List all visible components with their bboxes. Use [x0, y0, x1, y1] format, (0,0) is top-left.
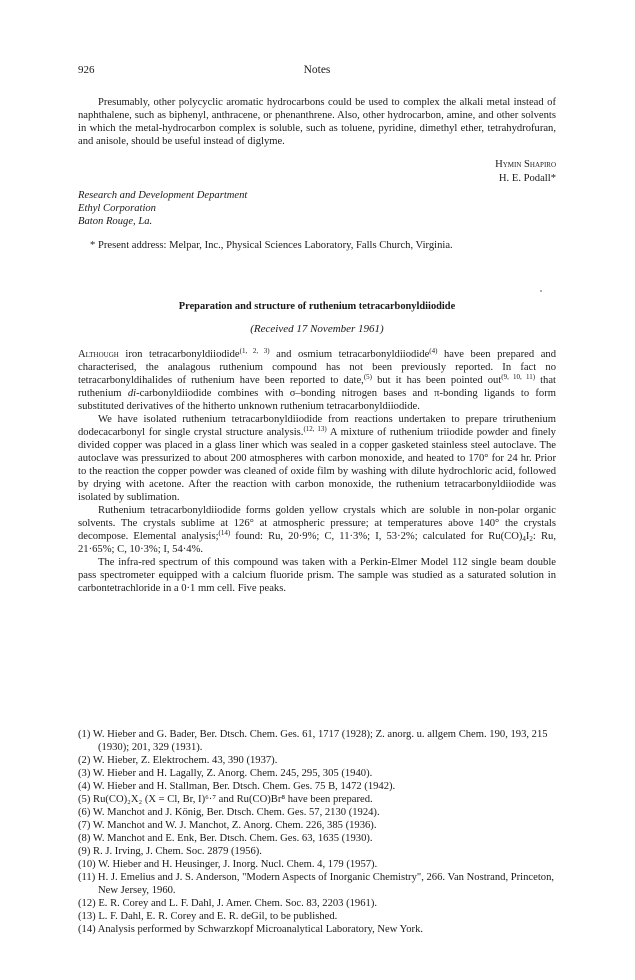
reference-item: (1) W. Hieber and G. Bader, Ber. Dtsch. Chem. Ges. 61, 1717 (1928); Z. anorg. u. allgem Chem. 190, 193, 215 (1930); 201, 329 (1931). [78, 729, 548, 753]
affiliation [78, 189, 247, 228]
reference-item: (7) W. Manchot and W. J. Manchot, Z. Anorg. Chem. 226, 385 (1936). [78, 820, 377, 831]
reference-item: (10) W. Hieber and H. Heusinger, J. Inorg. Nucl. Chem. 4, 179 (1957). [78, 859, 378, 870]
reference-item: (14) Analysis performed by Schwarzkopf Microanalytical Laboratory, New York. [78, 924, 424, 935]
author-podall: H. E. Podall* [498, 173, 556, 184]
reference-item: (2) W. Hieber, Z. Elektrochem. 43, 390 (1937). [78, 755, 278, 766]
reference-item: (13) L. F. Dahl, E. R. Corey and E. R. deGil, to be published. [78, 911, 338, 922]
affiliation-location: Baton Rouge, La. [78, 216, 153, 227]
reference-item: (3) W. Hieber and H. Lagally, Z. Anorg. Chem. 245, 295, 305 (1940). [78, 768, 373, 779]
reference-item: (4) W. Hieber and H. Stallman, Ber. Dtsch. Chem. Ges. 75 B, 1472 (1942). [78, 781, 396, 792]
paragraph-3: Ruthenium tetracarbonyldiiodide forms golden yellow crystals which are soluble in non-polar organic solvents. The crystals sublime at 126° at atmospheric pressure; at temperatures above 140° the crystals decompose. Elemental analysis;$^{(14)}$ found: Ru, 20·9%; C, 11·3%; I, 53·2%; calculated for $Ru(CO)_4I_2$: Ru, 21·65%; C, 10·3%; I, 54·4%. [78, 505, 556, 555]
speck-mark [540, 290, 542, 292]
previous-note-paragraph: Presumably, other polycyclic aromatic hydrocarbons could be used to complex the alkali metal instead of naphthalene, such as biphenyl, anthracene, or phenanthrene. Also, other hydrocarbon, amine, and other solvents in which the metal-hydrocarbon complex is soluble, such as toluene, pyridine, dimethyl ether, tetrahydrofuran, and anisole, should be useful instead of diglyme. [78, 97, 556, 147]
reference-item: (8) W. Manchot and E. Enk, Ber. Dtsch. Chem. Ges. 63, 1635 (1930). [78, 833, 373, 844]
article-title: Preparation and structure of ruthenium tetracarbonyldiiodide [178, 301, 456, 312]
reference-item: (5) Ru(CO)₂X₂ (X = Cl, Br, I)⁶·⁷ and Ru(CO)Br⁸ have been prepared. [78, 794, 373, 805]
present-address-footnote: * Present address: Melpar, Inc., Physical Sciences Laboratory, Falls Church, Virginia. [90, 240, 453, 251]
reference-item: (9) R. J. Irving, J. Chem. Soc. 2879 (1956). [78, 846, 262, 857]
running-head: Notes [303, 64, 331, 76]
reference-item: (6) W. Manchot and J. König, Ber. Dtsch. Chem. Ges. 57, 2130 (1924). [78, 807, 380, 818]
affiliation-company: Ethyl Corporation [78, 203, 156, 214]
author-shapiro: Hymin Shapiro [495, 159, 556, 170]
paragraph-2: We have isolated ruthenium tetracarbonyldiiodide from reactions undertaken to prepare triruthenium dodecacarbonyl for single crystal structure analysis.$^{(12, 13)}$ A mixture of ruthenium triiodide powder and finely divided copper was placed in a glass liner which was sealed in a copper gasketed stainless steel autoclave. The autoclave was pressurized to about 200 atmospheres with carbon monoxide, and heated to 170° for 24 hr. Prior to the reaction the copper powder was cleaned of oxide film by washing with dilute hydrochloric acid, followed by drying with acetone. After the reaction with carbon monoxide, the ruthenium tetracarbonyldiiodide was isolated by sublimation. [78, 414, 556, 503]
affiliation-department: Research and Development Department [78, 190, 248, 201]
paragraph-4: The infra-red spectrum of this compound was taken with a Perkin-Elmer Model 112 single beam double pass spectrometer equipped with a calcium fluoride prism. The sample was studied as a saturated solution in carbontetrachloride in a 0·1 mm cell. Five peaks. [78, 557, 556, 594]
received-date: (Received 17 November 1961) [250, 323, 384, 335]
reference-list [78, 728, 556, 936]
paragraph-1: Although iron tetracarbonyldiiodide$^{(1, 2, 3)}$ and osmium tetracarbonyldiiodide$^{(4)}$ have been prepared and characterised, the analagous ruthenium compound has not been previously reported. In fact no tetracarbonyldihalides of ruthenium have been reported to date,$^{(5)}$ but it has been pointed out$^{(9, 10, 11)}$ that ruthenium di-carbonyldiiodide combines with σ–bonding nitrogen bases and π-bonding ligands to form substituted derivatives of the hitherto unknown ruthenium tetracarbonyldiiodide. [78, 347, 557, 412]
reference-item: (11) H. J. Emelius and J. S. Anderson, "Modern Aspects of Inorganic Chemistry", 266. Van Nostrand, Princeton, New Jersey, 1960. [78, 872, 555, 896]
page-header [78, 64, 556, 78]
reference-item: (12) E. R. Corey and L. F. Dahl, J. Amer. Chem. Soc. 83, 2203 (1961). [78, 898, 377, 909]
page-number: 926 [78, 64, 95, 76]
article-body [78, 348, 556, 595]
